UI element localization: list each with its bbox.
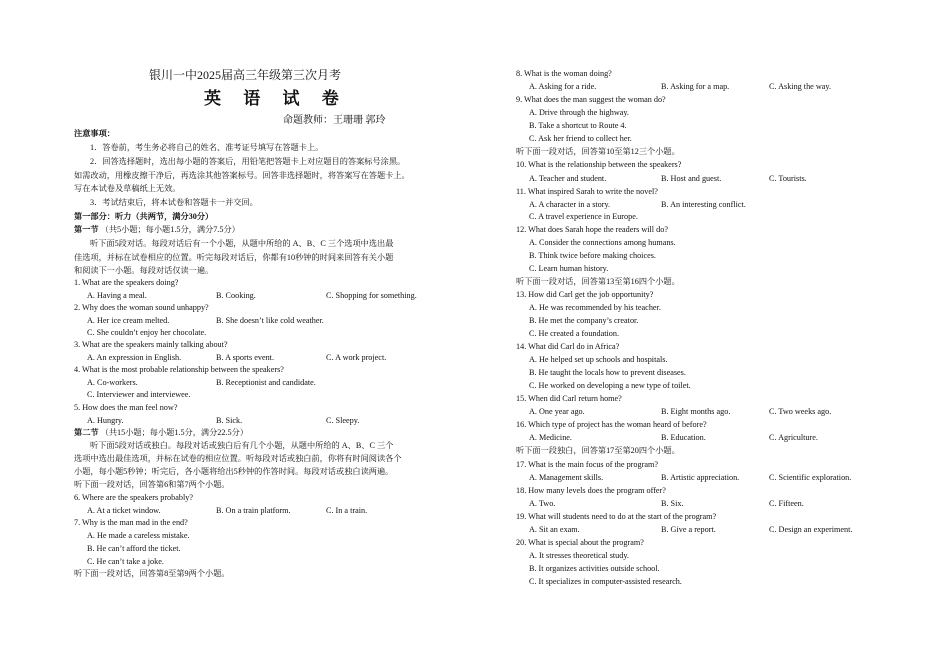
part1-title: 第一部分：听力（共两节，满分30分） bbox=[74, 212, 214, 221]
question-14: 14. What did Carl do in Africa? bbox=[516, 342, 620, 351]
q20-option-c[interactable]: C. It specializes in computer-assisted research. bbox=[529, 577, 682, 586]
q16-option-b[interactable]: B. Education. bbox=[661, 433, 706, 442]
q9-option-c[interactable]: C. Ask her friend to collect her. bbox=[529, 134, 632, 143]
listen-note-6-7: 听下面一段对话，回答第6和第7两个小题。 bbox=[74, 480, 230, 489]
listen-note-10-12: 听下面一段对话，回答第10至第12三个小题。 bbox=[516, 147, 680, 156]
listen-note-17-20: 听下面一段独白，回答第17至第20四个小题。 bbox=[516, 446, 680, 455]
q6-option-b[interactable]: B. On a train platform. bbox=[216, 506, 291, 515]
q1-option-a[interactable]: A. Having a meal. bbox=[87, 291, 147, 300]
question-8: 8. What is the woman doing? bbox=[516, 69, 612, 78]
q20-option-b[interactable]: B. It organizes activities outside school. bbox=[529, 564, 660, 573]
question-9: 9. What does the man suggest the woman do? bbox=[516, 95, 666, 104]
notes-title: 注意事项： bbox=[74, 129, 115, 138]
q16-option-c[interactable]: C. Agriculture. bbox=[769, 433, 818, 442]
q5-option-b[interactable]: B. Sick. bbox=[216, 416, 243, 425]
section2-inst-3: 小题，每小题5秒钟；听完后，各小题将给出5秒钟的作答时间。每段对话或独白读两遍。 bbox=[74, 467, 394, 476]
section1-header: 第一节 （共5小题；每小题1.5分，满分7.5分） bbox=[74, 225, 240, 234]
q6-option-a[interactable]: A. At a ticket window. bbox=[87, 506, 161, 515]
subject-title: 英 语 试 卷 bbox=[204, 89, 348, 108]
question-11: 11. What inspired Sarah to write the novel? bbox=[516, 187, 658, 196]
section1-inst-3: 和阅读下一小题。每段对话仅读一遍。 bbox=[74, 266, 214, 275]
q10-option-b[interactable]: B. Host and guest. bbox=[661, 174, 722, 183]
q2-option-c[interactable]: C. She couldn’t enjoy her chocolate. bbox=[87, 328, 207, 337]
q17-option-a[interactable]: A. Management skills. bbox=[529, 473, 604, 482]
question-10: 10. What is the relationship between the speakers? bbox=[516, 160, 682, 169]
note-2: 2．回答选择题时，选出每小题的答案后，用铅笔把答题卡上对应题目的答案标号涂黑。 bbox=[90, 157, 406, 166]
q1-option-b[interactable]: B. Cooking. bbox=[216, 291, 256, 300]
section1-inst-1: 听下面5段对话。每段对话后有一个小题，从题中所给的 A、B、C 三个选项中选出最 bbox=[90, 239, 394, 248]
listen-note-13-16: 听下面一段对话，回答第13至第16四个小题。 bbox=[516, 277, 680, 286]
q13-option-c[interactable]: C. He created a foundation. bbox=[529, 329, 620, 338]
q8-option-a[interactable]: A. Asking for a ride. bbox=[529, 82, 597, 91]
q4-option-c[interactable]: C. Interviewer and interviewee. bbox=[87, 390, 191, 399]
q2-option-b[interactable]: B. She doesn’t like cold weather. bbox=[216, 316, 324, 325]
question-20: 20. What is special about the program? bbox=[516, 538, 644, 547]
q15-option-a[interactable]: A. One year ago. bbox=[529, 407, 585, 416]
q20-option-a[interactable]: A. It stresses theoretical study. bbox=[529, 551, 629, 560]
q9-option-a[interactable]: A. Drive through the highway. bbox=[529, 108, 629, 117]
q13-option-b[interactable]: B. He met the company’s creator. bbox=[529, 316, 639, 325]
question-3: 3. What are the speakers mainly talking about? bbox=[74, 340, 228, 349]
question-5: 5. How does the man feel now? bbox=[74, 403, 178, 412]
q14-option-b[interactable]: B. He taught the locals how to prevent diseases. bbox=[529, 368, 686, 377]
q2-option-a[interactable]: A. Her ice cream melted. bbox=[87, 316, 170, 325]
q11-option-c[interactable]: C. A travel experience in Europe. bbox=[529, 212, 638, 221]
question-15: 15. When did Carl return home? bbox=[516, 394, 622, 403]
q18-option-a[interactable]: A. Two. bbox=[529, 499, 556, 508]
q14-option-a[interactable]: A. He helped set up schools and hospitals. bbox=[529, 355, 668, 364]
question-6: 6. Where are the speakers probably? bbox=[74, 493, 193, 502]
question-7: 7. Why is the man mad in the end? bbox=[74, 518, 188, 527]
question-17: 17. What is the main focus of the program? bbox=[516, 460, 658, 469]
note-3: 3．考试结束后，将本试卷和答题卡一并交回。 bbox=[90, 198, 258, 207]
question-18: 18. How many levels does the program offer? bbox=[516, 486, 666, 495]
q19-option-c[interactable]: C. Design an experiment. bbox=[769, 525, 853, 534]
q4-option-a[interactable]: A. Co-workers. bbox=[87, 378, 138, 387]
listen-note-8-9: 听下面一段对话，回答第8至第9两个小题。 bbox=[74, 569, 230, 578]
q10-option-a[interactable]: A. Teacher and student. bbox=[529, 174, 607, 183]
q3-option-a[interactable]: A. An expression in English. bbox=[87, 353, 182, 362]
q7-option-b[interactable]: B. He can’t afford the ticket. bbox=[87, 544, 181, 553]
q19-option-a[interactable]: A. Sit an exam. bbox=[529, 525, 580, 534]
note-1: 1．答卷前，考生务必将自己的姓名、准考证号填写在答题卡上。 bbox=[90, 143, 324, 152]
q16-option-a[interactable]: A. Medicine. bbox=[529, 433, 572, 442]
q13-option-a[interactable]: A. He was recommended by his teacher. bbox=[529, 303, 661, 312]
section1-inst-2: 佳选项，并标在试卷相应的位置。听完每段对话后，你都有10秒钟的时间来回答有关小题 bbox=[74, 253, 394, 262]
q14-option-c[interactable]: C. He worked on developing a new type of toilet. bbox=[529, 381, 691, 390]
q12-option-b[interactable]: B. Think twice before making choices. bbox=[529, 251, 656, 260]
question-16: 16. Which type of project has the woman heard of before? bbox=[516, 420, 707, 429]
q11-option-a[interactable]: A. A character in a story. bbox=[529, 200, 611, 209]
section2-inst-1: 听下面5段对话或独白。每段对话或独白后有几个小题，从题中所给的 A、B、C 三个 bbox=[90, 441, 394, 450]
q6-option-c[interactable]: C. In a train. bbox=[326, 506, 368, 515]
question-4: 4. What is the most probable relationship between the speakers? bbox=[74, 365, 284, 374]
q4-option-b[interactable]: B. Receptionist and candidate. bbox=[216, 378, 316, 387]
q10-option-c[interactable]: C. Tourists. bbox=[769, 174, 807, 183]
section2-inst-2: 选项中选出最佳选项，并标在试卷的相应位置。听每段对话或独白前，你将有时间阅读各个 bbox=[74, 454, 402, 463]
q8-option-c[interactable]: C. Asking the way. bbox=[769, 82, 832, 91]
q15-option-c[interactable]: C. Two weeks ago. bbox=[769, 407, 832, 416]
q9-option-b[interactable]: B. Take a shortcut to Route 4. bbox=[529, 121, 627, 130]
q1-option-c[interactable]: C. Shopping for something. bbox=[326, 291, 417, 300]
q18-option-b[interactable]: B. Six. bbox=[661, 499, 684, 508]
question-12: 12. What does Sarah hope the readers will do? bbox=[516, 225, 668, 234]
question-1: 1. What are the speakers doing? bbox=[74, 278, 179, 287]
q5-option-a[interactable]: A. Hungry. bbox=[87, 416, 124, 425]
teacher-names: 命题教师：王珊珊 郭玲 bbox=[283, 115, 386, 126]
q3-option-c[interactable]: C. A work project. bbox=[326, 353, 387, 362]
question-19: 19. What will students need to do at the start of the program? bbox=[516, 512, 717, 521]
q7-option-c[interactable]: C. He can’t take a joke. bbox=[87, 557, 164, 566]
q11-option-b[interactable]: B. An interesting conflict. bbox=[661, 200, 746, 209]
q8-option-b[interactable]: B. Asking for a map. bbox=[661, 82, 730, 91]
q19-option-b[interactable]: B. Give a report. bbox=[661, 525, 716, 534]
question-2: 2. Why does the woman sound unhappy? bbox=[74, 303, 209, 312]
q17-option-b[interactable]: B. Artistic appreciation. bbox=[661, 473, 740, 482]
q7-option-a[interactable]: A. He made a careless mistake. bbox=[87, 531, 190, 540]
q3-option-b[interactable]: B. A sports event. bbox=[216, 353, 274, 362]
note-2-end: 写在本试卷及草稿纸上无效。 bbox=[74, 184, 181, 193]
note-2-cont: 如需改动，用橡皮擦干净后，再选涂其他答案标号。回答非选择题时，将答案写在答题卡上。 bbox=[74, 171, 410, 180]
q18-option-c[interactable]: C. Fifteen. bbox=[769, 499, 804, 508]
q12-option-c[interactable]: C. Learn human history. bbox=[529, 264, 609, 273]
q5-option-c[interactable]: C. Sleepy. bbox=[326, 416, 360, 425]
section2-header: 第二节 （共15小题；每小题1.5分，满分22.5分） bbox=[74, 428, 249, 437]
q12-option-a[interactable]: A. Consider the connections among humans. bbox=[529, 238, 676, 247]
q15-option-b[interactable]: B. Eight months ago. bbox=[661, 407, 731, 416]
q17-option-c[interactable]: C. Scientific exploration. bbox=[769, 473, 852, 482]
question-13: 13. How did Carl get the job opportunity? bbox=[516, 290, 654, 299]
school-title: 银川一中2025届高三年级第三次月考 bbox=[149, 68, 342, 82]
